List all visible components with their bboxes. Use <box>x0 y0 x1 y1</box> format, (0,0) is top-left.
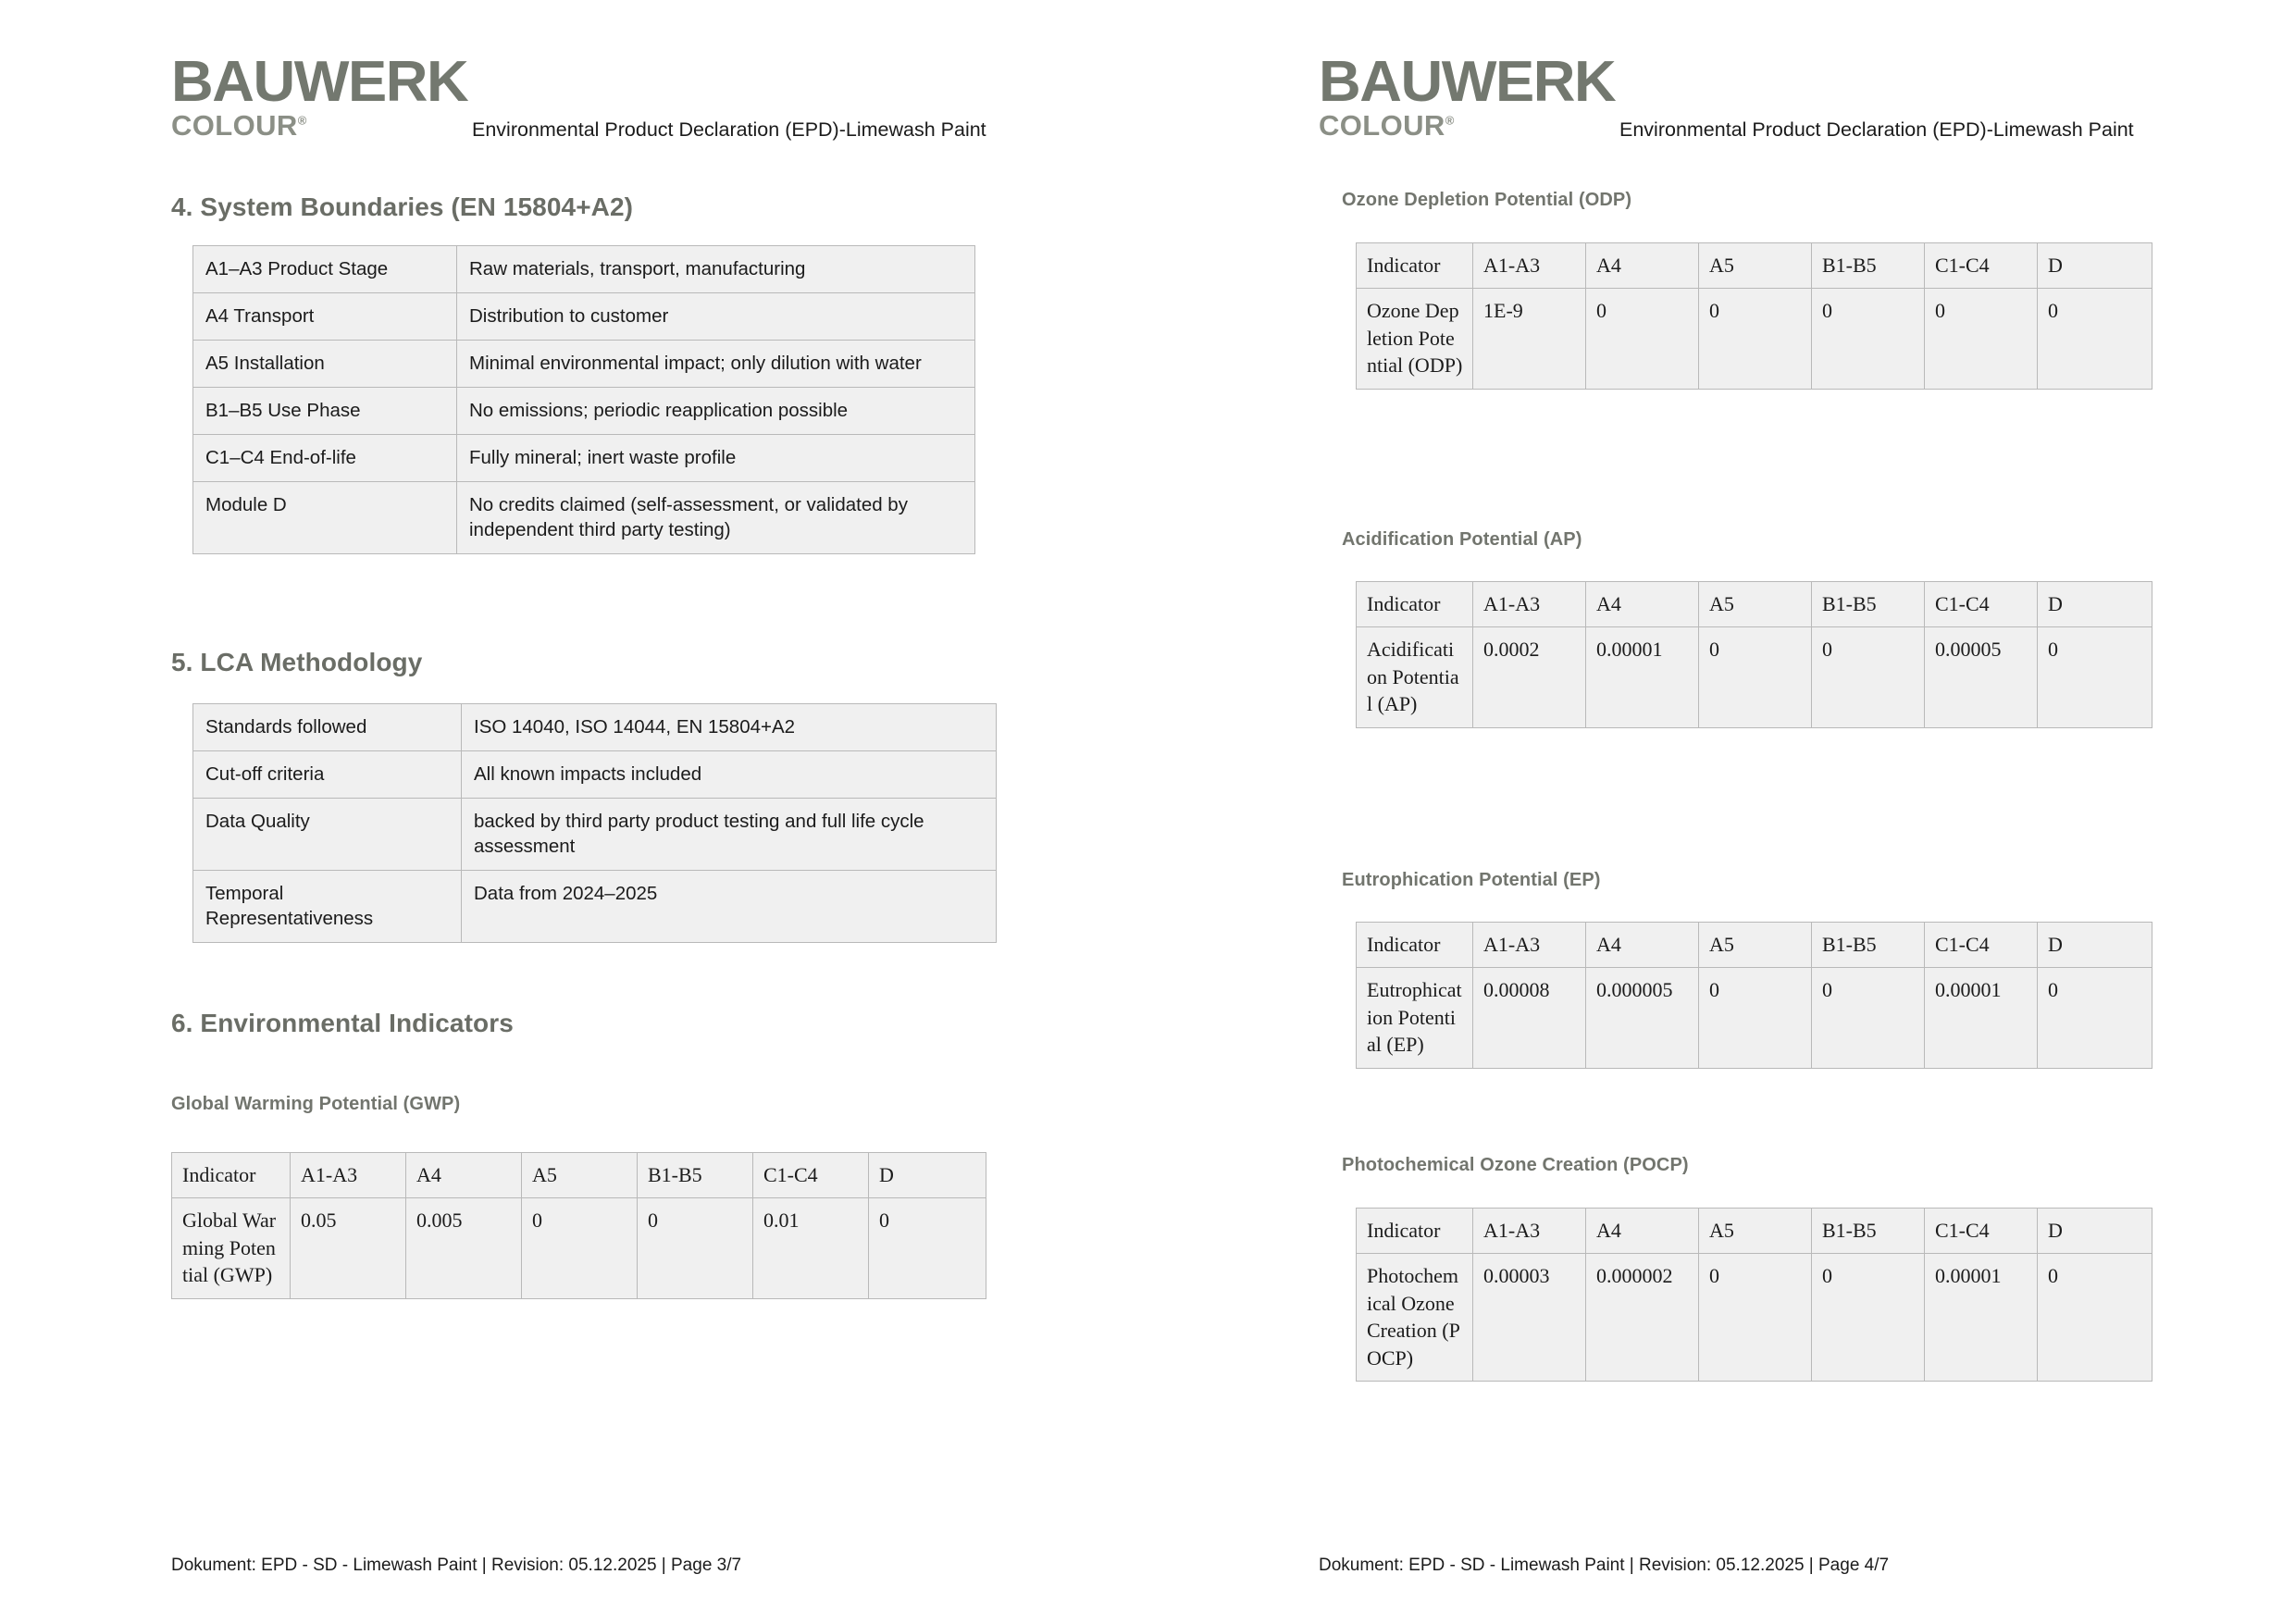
indicator-value: 0.00001 <box>1586 627 1699 727</box>
indicator-value: 0.01 <box>753 1198 869 1298</box>
registered-trademark-icon: ® <box>1445 113 1455 128</box>
table-row <box>193 293 975 341</box>
table-header-row <box>1357 923 2152 968</box>
indicator-value: 0 <box>1812 968 1925 1068</box>
column-header: A1-A3 <box>1473 923 1586 968</box>
column-header: Indicator <box>1357 243 1473 289</box>
indicator-value: 0 <box>2038 1254 2152 1382</box>
section-5-heading: 5. LCA Methodology <box>171 648 423 676</box>
pocp-subheading: Photochemical Ozone Creation (POCP) <box>1342 1155 1689 1175</box>
indicator-value: 0.000002 <box>1586 1254 1699 1382</box>
column-header: Indicator <box>1357 923 1473 968</box>
table-row <box>193 435 975 482</box>
description-cell: Distribution to customer <box>457 293 975 341</box>
indicator-value: 0 <box>1699 289 1812 389</box>
header-document-title: Environmental Product Declaration (EPD)-Limewash Paint <box>472 118 986 141</box>
column-header: A4 <box>1586 1209 1699 1254</box>
description-cell: No emissions; periodic reapplication possible <box>457 388 975 435</box>
column-header: Indicator <box>1357 582 1473 627</box>
column-header: A5 <box>1699 923 1812 968</box>
table-row <box>193 799 997 871</box>
table-row <box>193 751 997 799</box>
table-row <box>193 704 997 751</box>
system-boundaries-table <box>192 245 975 554</box>
column-header: A1-A3 <box>1473 243 1586 289</box>
indicator-value: 0.00005 <box>1925 627 2038 727</box>
table-row <box>1357 627 2152 727</box>
column-header: C1-C4 <box>1925 923 2038 968</box>
criterion-cell: Temporal Representativeness <box>193 871 462 943</box>
indicator-value: 0 <box>1925 289 2038 389</box>
indicator-value: 0 <box>1812 1254 1925 1382</box>
pocp-indicator-table <box>1356 1208 2152 1382</box>
criterion-cell: Standards followed <box>193 704 462 751</box>
column-header: Indicator <box>1357 1209 1473 1254</box>
column-header: C1-C4 <box>1925 582 2038 627</box>
indicator-value: 0.00001 <box>1925 1254 2038 1382</box>
page-header-left <box>0 0 1148 176</box>
section-4-heading: 4. System Boundaries (EN 15804+A2) <box>171 192 634 221</box>
ep-indicator-table <box>1356 922 2152 1069</box>
column-header: A4 <box>1586 923 1699 968</box>
column-header: D <box>2038 923 2152 968</box>
column-header: B1-B5 <box>1812 582 1925 627</box>
logo-wordmark-colour <box>1319 108 1455 142</box>
indicator-value: 1E-9 <box>1473 289 1586 389</box>
indicator-value: 0.000005 <box>1586 968 1699 1068</box>
criterion-cell: Cut-off criteria <box>193 751 462 799</box>
indicator-value: 0 <box>522 1198 638 1298</box>
indicator-value: 0.005 <box>406 1198 522 1298</box>
ap-subheading: Acidification Potential (AP) <box>1342 529 1582 550</box>
value-cell: backed by third party product testing and full life cycle assessment <box>462 799 997 871</box>
table-row <box>1357 289 2152 389</box>
table-row <box>1357 968 2152 1068</box>
indicator-value: 0 <box>1699 968 1812 1068</box>
indicator-value: 0 <box>1812 289 1925 389</box>
registered-trademark-icon: ® <box>297 113 307 128</box>
indicator-value: 0 <box>638 1198 753 1298</box>
indicator-label: Eutrophication Potential (EP) <box>1357 968 1473 1068</box>
section-6-heading: 6. Environmental Indicators <box>171 1009 514 1037</box>
stage-cell: Module D <box>193 482 457 554</box>
column-header: B1-B5 <box>1812 243 1925 289</box>
table-row <box>193 482 975 554</box>
column-header: A1-A3 <box>1473 582 1586 627</box>
stage-cell: B1–B5 Use Phase <box>193 388 457 435</box>
column-header: A4 <box>1586 243 1699 289</box>
column-header: B1-B5 <box>638 1153 753 1198</box>
table-header-row <box>172 1153 986 1198</box>
ap-indicator-table <box>1356 581 2152 728</box>
column-header: A4 <box>406 1153 522 1198</box>
column-header: A5 <box>1699 582 1812 627</box>
column-header: B1-B5 <box>1812 1209 1925 1254</box>
logo-colour-text: COLOUR <box>1319 108 1445 142</box>
indicator-value: 0.0002 <box>1473 627 1586 727</box>
value-cell: ISO 14040, ISO 14044, EN 15804+A2 <box>462 704 997 751</box>
indicator-value: 0 <box>1699 1254 1812 1382</box>
odp-indicator-table <box>1356 242 2152 390</box>
table-header-row <box>1357 582 2152 627</box>
description-cell: Fully mineral; inert waste profile <box>457 435 975 482</box>
table-row <box>193 388 975 435</box>
column-header: C1-C4 <box>753 1153 869 1198</box>
indicator-value: 0 <box>1699 627 1812 727</box>
indicator-value: 0 <box>2038 289 2152 389</box>
indicator-value: 0 <box>869 1198 986 1298</box>
column-header: C1-C4 <box>1925 243 2038 289</box>
table-header-row <box>1357 1209 2152 1254</box>
indicator-label: Global Warming Potential (GWP) <box>172 1198 291 1298</box>
table-row <box>172 1198 986 1298</box>
column-header: D <box>2038 582 2152 627</box>
gwp-subheading: Global Warming Potential (GWP) <box>171 1094 461 1114</box>
column-header: Indicator <box>172 1153 291 1198</box>
logo-wordmark-bauwerk: BAUWERK <box>171 50 468 114</box>
indicator-label: Ozone Depletion Potential (ODP) <box>1357 289 1473 389</box>
column-header: A1-A3 <box>1473 1209 1586 1254</box>
logo-wordmark-colour <box>171 108 307 142</box>
page-footer-right: Dokument: EPD - SD - Limewash Paint | Revision: 05.12.2025 | Page 4/7 <box>1319 1556 1890 1575</box>
indicator-value: 0.00008 <box>1473 968 1586 1068</box>
bauwerk-colour-logo <box>171 50 477 142</box>
indicator-value: 0.05 <box>291 1198 406 1298</box>
gwp-indicator-table <box>171 1152 986 1299</box>
description-cell: Minimal environmental impact; only dilution with water <box>457 341 975 388</box>
column-header: B1-B5 <box>1812 923 1925 968</box>
indicator-value: 0.00001 <box>1925 968 2038 1068</box>
table-row <box>193 246 975 293</box>
table-row <box>193 871 997 943</box>
description-cell: No credits claimed (self-assessment, or validated by independent third party testing) <box>457 482 975 554</box>
page-right <box>1148 0 2295 1624</box>
column-header: D <box>2038 1209 2152 1254</box>
value-cell: Data from 2024–2025 <box>462 871 997 943</box>
column-header: D <box>2038 243 2152 289</box>
column-header: D <box>869 1153 986 1198</box>
indicator-value: 0 <box>2038 627 2152 727</box>
column-header: A5 <box>1699 1209 1812 1254</box>
column-header: C1-C4 <box>1925 1209 2038 1254</box>
logo-colour-text: COLOUR <box>171 108 298 142</box>
indicator-label: Photochemical Ozone Creation (POCP) <box>1357 1254 1473 1382</box>
page-footer-left: Dokument: EPD - SD - Limewash Paint | Revision: 05.12.2025 | Page 3/7 <box>171 1556 742 1575</box>
page-header-right <box>1148 0 2295 176</box>
table-row <box>1357 1254 2152 1382</box>
indicator-value: 0.00003 <box>1473 1254 1586 1382</box>
column-header: A5 <box>1699 243 1812 289</box>
odp-subheading: Ozone Depletion Potential (ODP) <box>1342 190 1632 210</box>
lca-methodology-table <box>192 703 997 943</box>
table-header-row <box>1357 243 2152 289</box>
bauwerk-colour-logo <box>1319 50 1624 142</box>
indicator-value: 0 <box>2038 968 2152 1068</box>
column-header: A5 <box>522 1153 638 1198</box>
value-cell: All known impacts included <box>462 751 997 799</box>
stage-cell: A1–A3 Product Stage <box>193 246 457 293</box>
stage-cell: A4 Transport <box>193 293 457 341</box>
ep-subheading: Eutrophication Potential (EP) <box>1342 870 1601 890</box>
criterion-cell: Data Quality <box>193 799 462 871</box>
indicator-value: 0 <box>1812 627 1925 727</box>
stage-cell: C1–C4 End-of-life <box>193 435 457 482</box>
table-row <box>193 341 975 388</box>
indicator-label: Acidification Potential (AP) <box>1357 627 1473 727</box>
stage-cell: A5 Installation <box>193 341 457 388</box>
indicator-value: 0 <box>1586 289 1699 389</box>
description-cell: Raw materials, transport, manufacturing <box>457 246 975 293</box>
column-header: A1-A3 <box>291 1153 406 1198</box>
header-document-title: Environmental Product Declaration (EPD)-Limewash Paint <box>1619 118 2134 141</box>
logo-wordmark-bauwerk: BAUWERK <box>1319 50 1616 114</box>
column-header: A4 <box>1586 582 1699 627</box>
